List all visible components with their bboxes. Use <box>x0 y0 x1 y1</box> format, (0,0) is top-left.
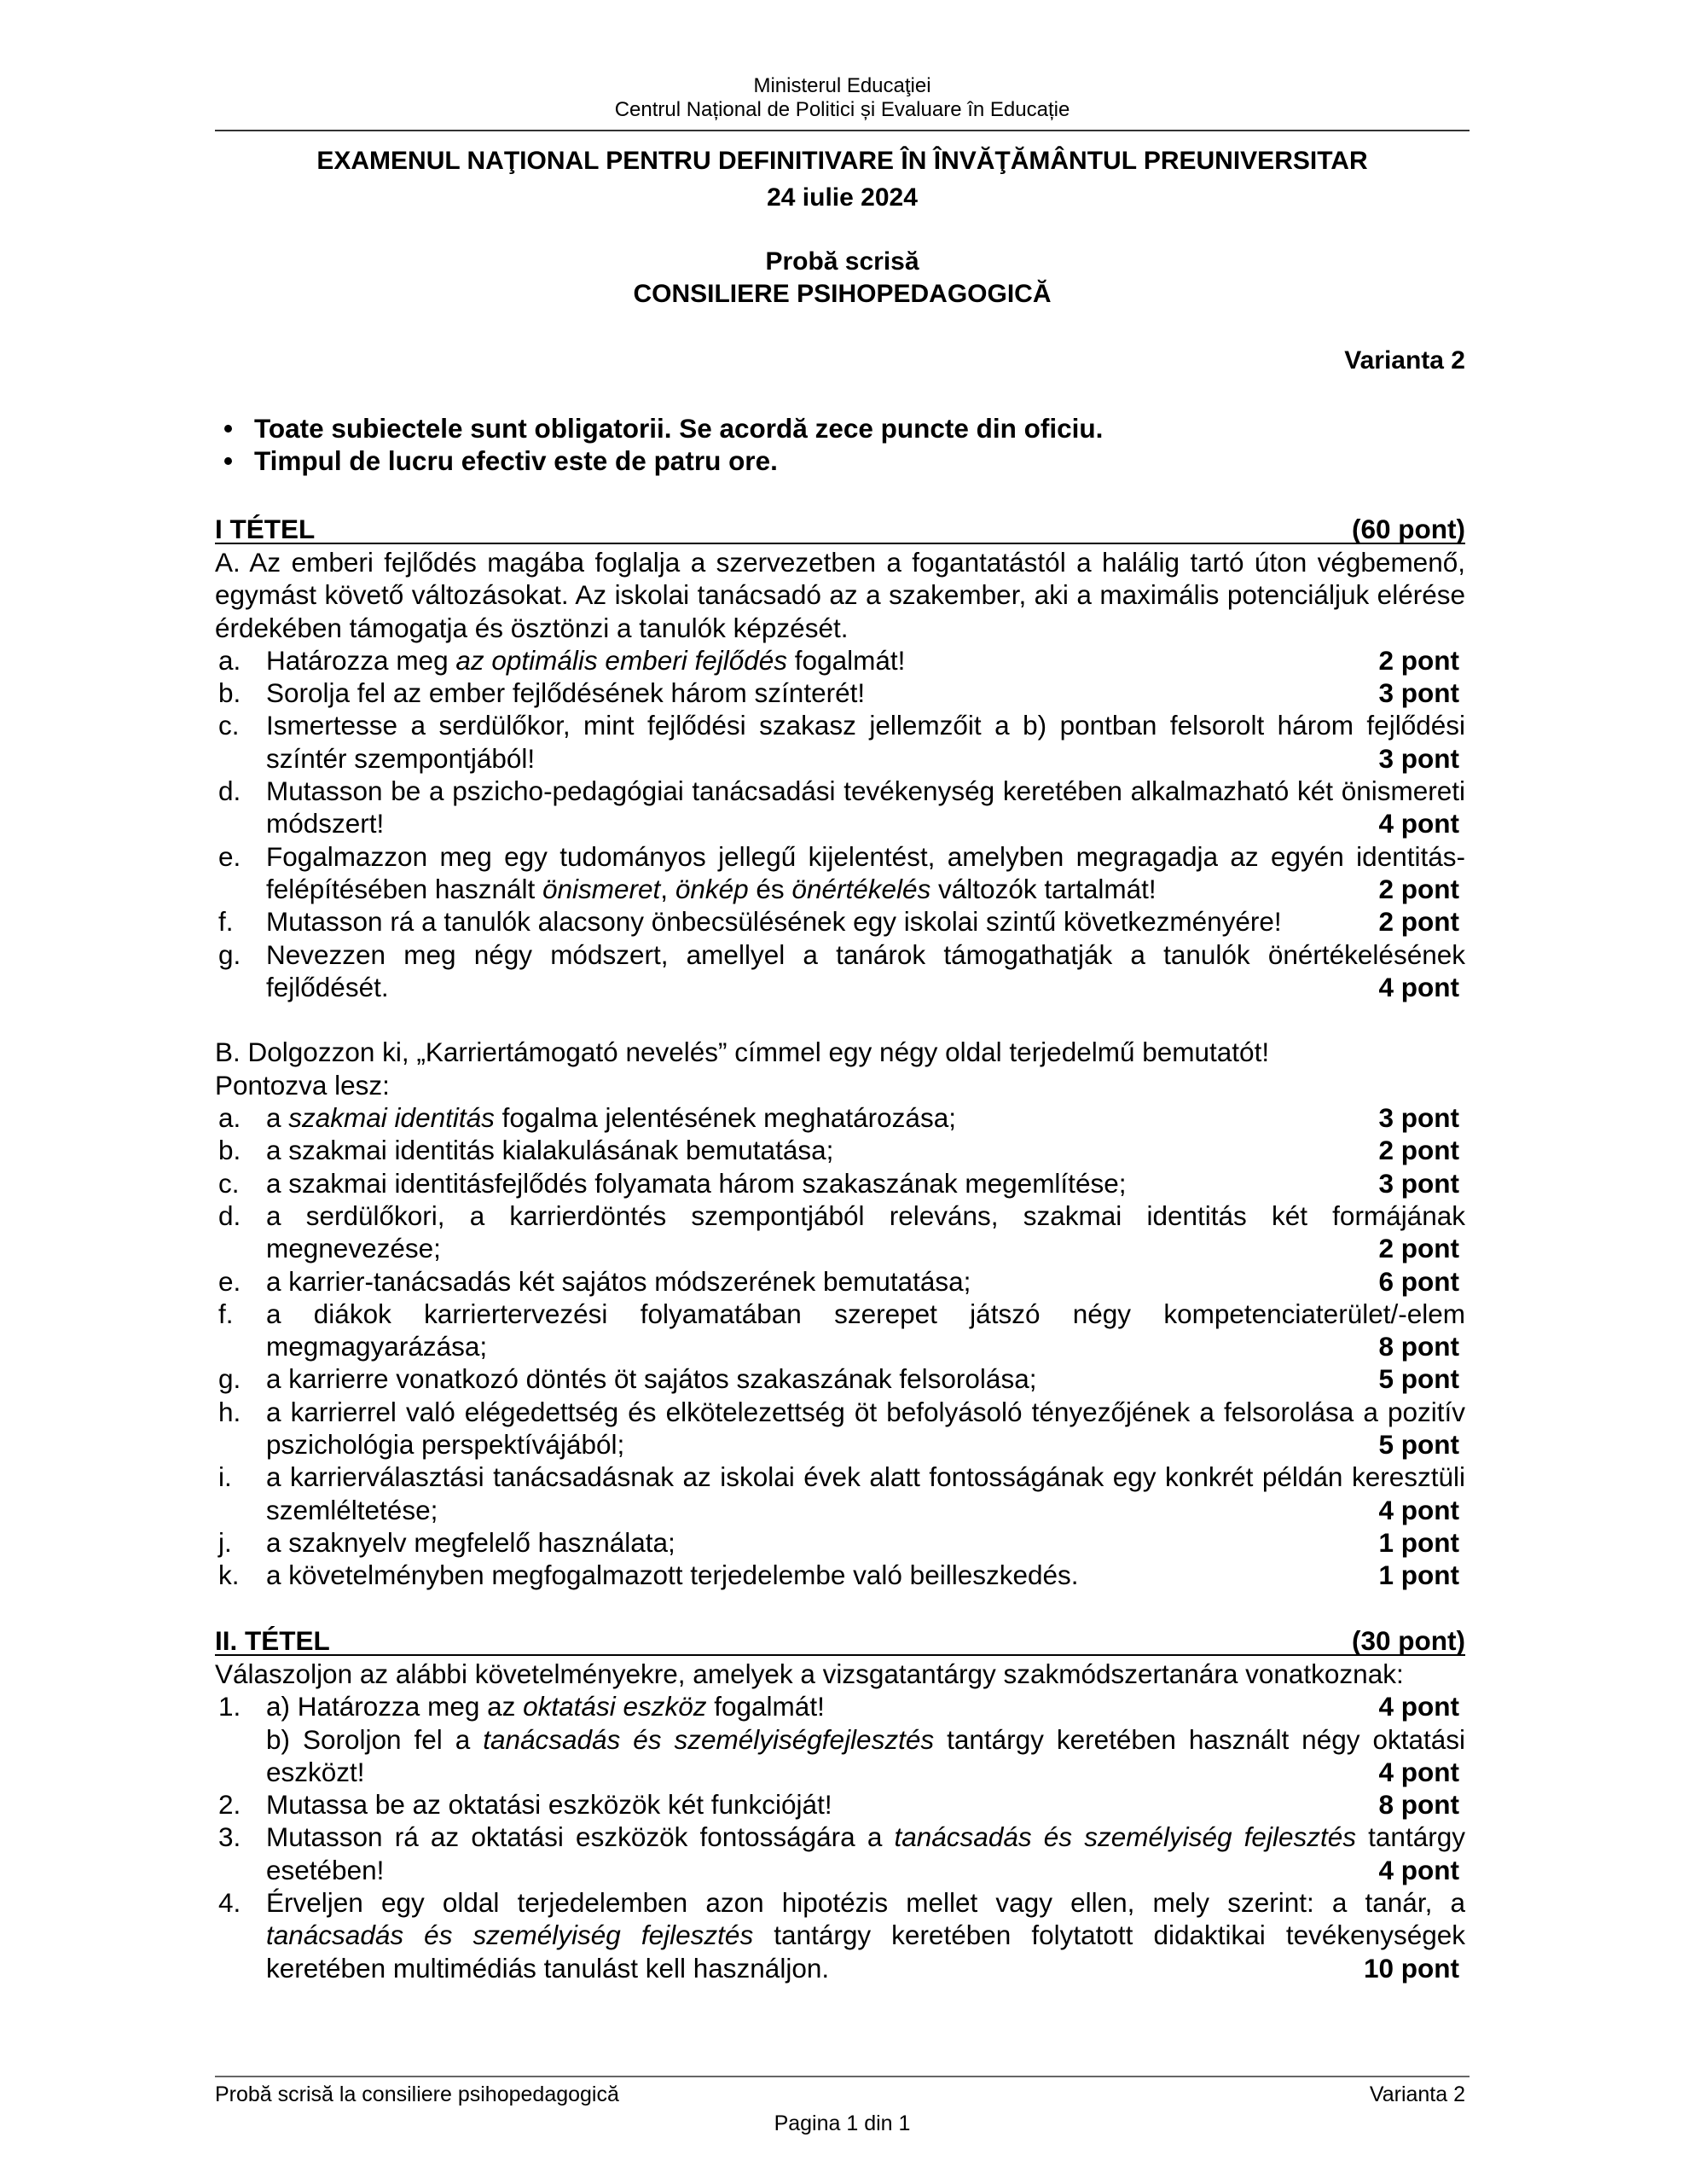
section-2-item-1b: b) Soroljon fel a tanácsadás és személyiségfejlesztés tantárgy keretében használt négy oktatási eszközt! 4 pont <box>266 1723 1465 1787</box>
part-b-item-e: e. 6 pont a karrier-tanácsadás két sajátos módszerének bemutatása; <box>215 1265 1465 1298</box>
center-name: Centrul Național de Politici și Evaluare în Educație <box>614 98 1070 121</box>
part-b-scored-label: Pontozva lesz: <box>215 1069 390 1101</box>
exam-date: 24 iulie 2024 <box>767 183 918 212</box>
instruction-item: • Timpul de lucru efectiv este de patru ore. <box>215 444 1470 477</box>
part-b-intro: B. Dolgozzon ki, „Karriertámogató nevelés” címmel egy négy oldal terjedelmű bemutatót! <box>215 1037 1270 1068</box>
part-b-item-c: c. 3 pont a szakmai identitásfejlődés folyamata három szakaszának megemlítése; <box>215 1167 1465 1199</box>
item-points: 2 pont <box>1378 644 1459 676</box>
part-a-intro: A. Az emberi fejlődés magába foglalja a szervezetben a fogantatástól a halálig tartó úton végbemenő, egymást követő változásokat. Az iskolai tanácsadó az a szakember, aki a maximális potenciáljuk elérése érdekében támogatja és ösztönzi a tanulók képzését. <box>215 547 1465 643</box>
section-2-item-3: 3. Mutasson rá az oktatási eszközök fontosságára a tanácsadás és személyiség fejlesztés tantárgy esetében! 4 pont <box>218 1821 1465 1885</box>
part-b-item-b: b. 2 pont a szakmai identitás kialakulásának bemutatása; <box>215 1134 1465 1166</box>
part-b-item-j: j. 1 pont a szaknyelv megfelelő használata; <box>215 1526 1465 1559</box>
item-points: 2 pont <box>1378 1135 1459 1166</box>
section-2-item-2: 2. 8 pont Mutassa be az oktatási eszközök két funkcióját! <box>215 1788 1465 1821</box>
footer-left: Probă scrisă la consiliere psihopedagogică <box>215 2082 619 2106</box>
part-a-item-a: a. 2 pont Határozza meg az optimális emberi fejlődés fogalmát! <box>215 644 1465 677</box>
item-points: 4 pont <box>1378 1494 1459 1525</box>
section-2 <box>215 1623 1465 1984</box>
page-number: Pagina 1 din 1 <box>774 2111 911 2135</box>
footer-rule <box>215 2076 1470 2077</box>
section-2-item-1a: 1. 4 pont a) Határozza meg az oktatási eszköz fogalmát! <box>215 1690 1465 1722</box>
item-points: 4 pont <box>1378 1854 1459 1885</box>
item-points: 4 pont <box>1378 971 1459 1002</box>
item-points: 2 pont <box>1378 906 1459 938</box>
item-points: 8 pont <box>1378 1331 1459 1362</box>
part-b-item-i: i. a karrierválasztási tanácsadásnak az iskolai évek alatt fontosságának egy konkrét példán keresztüli szemléltetése; 4 pont <box>218 1461 1465 1525</box>
part-b-item-g: g. 5 pont a karrierre vonatkozó döntés öt sajátos szakaszának felsorolása; <box>215 1362 1465 1395</box>
part-b-item-h: h. a karrierrel való elégedettség és elkötelezettség öt befolyásoló tényezőjének a felsorolása a pozitív pszichológia perspektívájából; 5 pont <box>218 1396 1465 1461</box>
item-points: 3 pont <box>1378 742 1459 774</box>
section-2-header <box>215 1623 1465 1656</box>
variant-label: Varianta 2 <box>1344 346 1465 375</box>
bullet-icon: • <box>223 445 234 477</box>
section-2-points: (30 pont) <box>1352 1625 1465 1656</box>
subject-title: CONSILIERE PSIHOPEDAGOGICĂ <box>633 280 1052 308</box>
section-1-header <box>215 512 1465 544</box>
section-1-title: I TÉTEL <box>215 514 316 544</box>
section-2-intro: Válaszoljon az alábbi követelményekre, amelyek a vizsgatantárgy szakmódszertanára vonatkoznak: <box>215 1658 1404 1689</box>
item-points: 4 pont <box>1378 1756 1459 1787</box>
item-points: 1 pont <box>1378 1526 1459 1558</box>
instructions-list <box>215 412 1470 478</box>
section-1 <box>215 512 1465 1592</box>
instruction-item: • Toate subiectele sunt obligatorii. Se acordă zece puncte din oficiu. <box>215 412 1470 444</box>
item-points: 8 pont <box>1378 1789 1459 1821</box>
part-a-item-f: f. 2 pont Mutasson rá a tanulók alacsony önbecsülésének egy iskolai szintű következményére! <box>215 905 1465 938</box>
item-points: 3 pont <box>1378 1102 1459 1134</box>
part-a-item-b: b. 3 pont Sorolja fel az ember fejlődésének három színterét! <box>215 677 1465 709</box>
item-points: 5 pont <box>1378 1363 1459 1395</box>
part-a-item-g: g. Nevezzen meg négy módszert, amellyel a tanárok támogathatják a tanulók önértékelésének fejlődését. 4 pont <box>218 938 1465 1002</box>
item-points: 6 pont <box>1378 1265 1459 1297</box>
part-a-item-c: c. Ismertesse a serdülőkor, mint fejlődési szakasz jellemzőit a b) pontban felsorolt három fejlődési színtér szempontjából! 3 pont <box>218 710 1465 774</box>
part-a-item-e: e. Fogalmazzon meg egy tudományos jellegű kijelentést, amelyben megragadja az egyén identitás-felépítésében használt önismeret, önkép és önértékelés változók tartalmát! 2 pont <box>218 840 1465 904</box>
item-points: 4 pont <box>1378 1691 1459 1722</box>
part-b-item-d: d. a serdülőkori, a karrierdöntés szempontjából releváns, szakmai identitás két formájának megnevezése; 2 pont <box>218 1199 1465 1264</box>
test-type: Probă scrisă <box>765 247 919 276</box>
bullet-icon: • <box>223 413 234 444</box>
part-b-item-a: a. 3 pont a szakmai identitás fogalma jelentésének meghatározása; <box>215 1101 1465 1134</box>
exam-title: EXAMENUL NAŢIONAL PENTRU DEFINITIVARE ÎN ÎNVĂŢĂMÂNTUL PREUNIVERSITAR <box>316 147 1368 175</box>
item-points: 10 pont <box>1363 1952 1459 1984</box>
part-a-item-d: d. Mutasson be a pszicho-pedagógiai tanácsadási tevékenység keretében alkalmazható két önismereti módszert! 4 pont <box>218 775 1465 839</box>
part-b-item-f: f. a diákok karriertervezési folyamatában szerepet játszó négy kompetenciaterület/-elem megmagyarázása; 8 pont <box>218 1298 1465 1362</box>
section-2-title: II. TÉTEL <box>215 1625 330 1656</box>
item-points: 5 pont <box>1378 1429 1459 1461</box>
section-2-item-4: 4. Érveljen egy oldal terjedelemben azon hipotézis mellet vagy ellen, mely szerint: a tanár, a tanácsadás és személyiség fejlesztés tantárgy keretében folytatott didaktikai tevékenységek keretében multimédiás tanulást kell használjon. 10 pont <box>218 1887 1466 1984</box>
section-1-points: (60 pont) <box>1352 514 1465 544</box>
item-points: 2 pont <box>1378 1233 1459 1264</box>
item-points: 4 pont <box>1378 808 1459 839</box>
item-points: 3 pont <box>1378 1167 1459 1199</box>
ministry-name: Ministerul Educaţiei <box>753 74 931 97</box>
item-points: 1 pont <box>1378 1560 1459 1591</box>
item-points: 3 pont <box>1378 677 1459 709</box>
header-rule <box>215 130 1470 131</box>
part-b-item-k: k. 1 pont a követelményben megfogalmazott terjedelembe való beilleszkedés. <box>215 1559 1465 1591</box>
footer-variant: Varianta 2 <box>1369 2082 1465 2106</box>
item-points: 2 pont <box>1378 873 1459 904</box>
